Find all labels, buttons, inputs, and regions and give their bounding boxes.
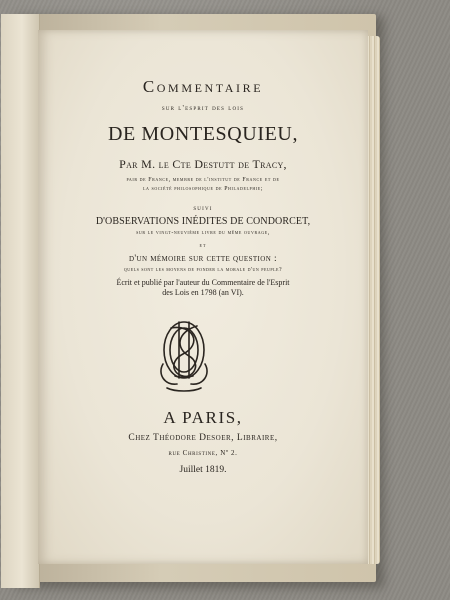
memoire-line: d'un mémoire sur cette question : [128,254,278,264]
imprint-city: A PARIS, [163,408,243,427]
date-an-vi-line: des Lois en 1798 (an VI). [162,288,244,297]
left-page-edge [1,14,40,588]
monogram-icon [153,314,215,394]
imprint-date: Juillet 1819. [179,465,227,475]
author-line: Par M. le Cte Destutt de Tracy, [119,157,287,171]
title-commentaire: Commentaire [142,77,264,96]
livre-line: sur le vingt-neuvième livre du même ouvrage, [136,230,270,236]
title-montesquieu: DE MONTESQUIEU, [107,123,299,145]
et-line: et [199,243,207,249]
imprint-publisher: Chez Théodore Desoer, Libraire, [128,433,278,443]
author-titles-1: pair de France, membre de l'institut de France et de [126,177,280,183]
condorcet-line: D'OBSERVATIONS INÉDITES DE CONDORCET, [95,216,311,227]
author-titles-2: la société philosophique de Philadelphie; [142,186,264,192]
imprint-street: rue Christine, Nº 2. [168,449,238,457]
title-page [38,30,368,564]
subtitle-esprit-des-lois: sur l'esprit des lois [161,103,245,112]
suivi-line: suivi [193,204,213,212]
ecrit-line: Écrit et publié par l'auteur du Commentaire de l'Esprit [116,278,290,287]
question-line: quels sont les moyens de fonder la morale d'un peuple? [123,267,283,273]
